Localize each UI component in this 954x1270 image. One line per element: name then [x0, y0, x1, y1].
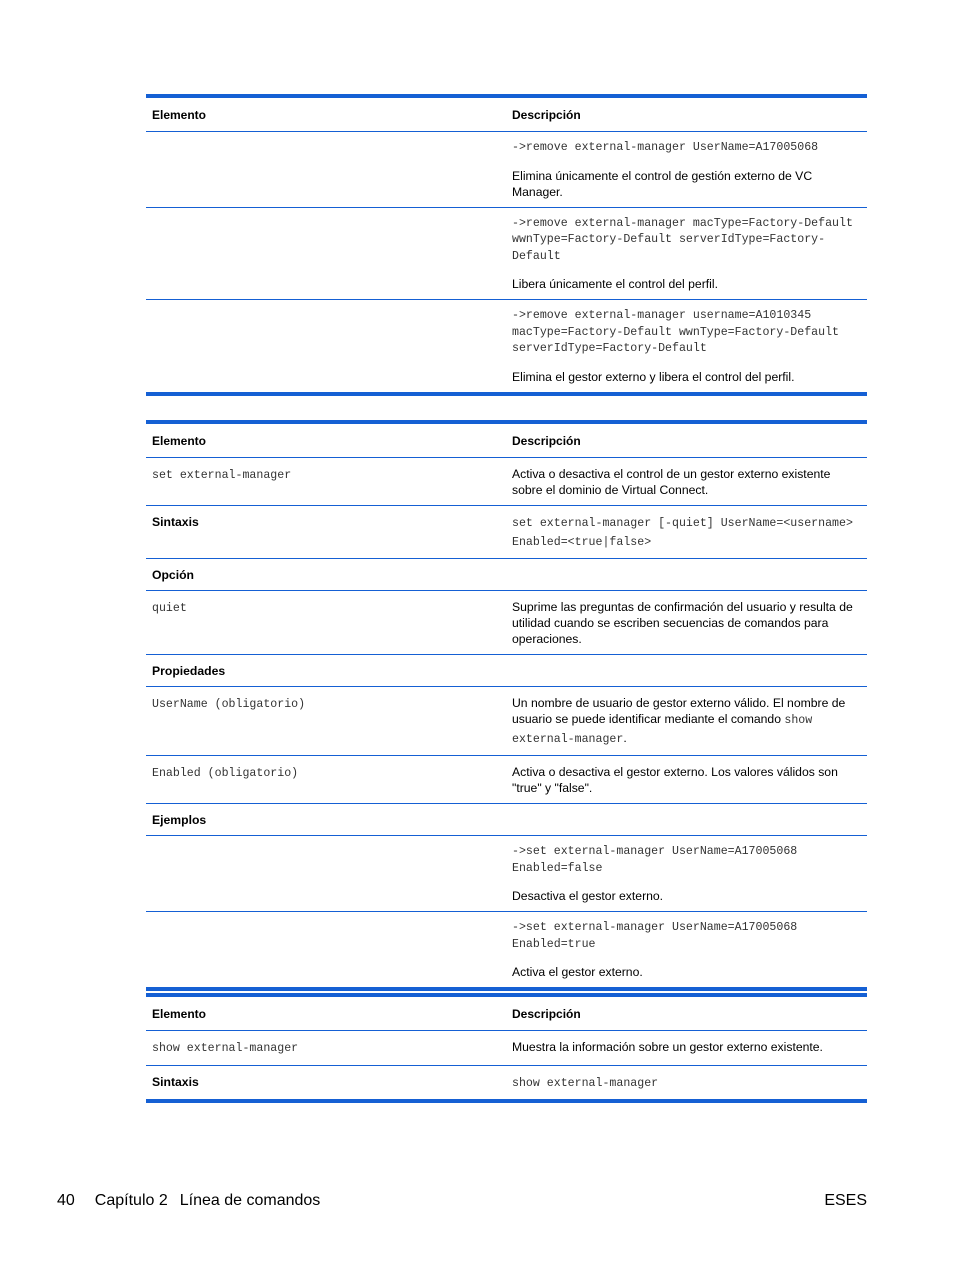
header-descripcion: Descripción — [506, 422, 867, 458]
table-remove-examples — [146, 94, 867, 396]
table-row — [146, 458, 867, 506]
page-number: 40 — [57, 1192, 75, 1209]
example-description: Libera únicamente el control del perfil. — [512, 277, 718, 291]
table-row — [146, 207, 867, 300]
command-name: show external-manager — [152, 1042, 299, 1055]
table-row — [146, 836, 867, 912]
header-elemento: Elemento — [146, 96, 506, 132]
example-command: ->remove external-manager username=A1010345 macType=Factory-Default wwnType=Factory-Default serverIdType=Factory-Default — [512, 309, 839, 355]
table-row — [146, 1065, 867, 1101]
property-name: UserName (obligatorio) — [152, 698, 306, 711]
option-description: Suprime las preguntas de confirmación del usuario y resulta de utilidad cuando se escriben secuencias de comandos para operaciones. — [506, 591, 867, 655]
header-descripcion: Descripción — [506, 96, 867, 132]
option-label: Opción — [146, 559, 506, 591]
command-name: set external-manager — [152, 469, 292, 482]
footer-locale: ESES — [824, 1192, 867, 1209]
example-command: ->remove external-manager UserName=A17005068 — [512, 141, 819, 154]
example-command: ->set external-manager UserName=A17005068 Enabled=false — [512, 845, 798, 875]
header-elemento: Elemento — [146, 422, 506, 458]
table-row — [146, 756, 867, 804]
property-description: Un nombre de usuario de gestor externo válido. El nombre de usuario se puede identificar mediante el comando show external-manager. — [506, 687, 867, 756]
example-description: Desactiva el gestor externo. — [512, 889, 664, 903]
table-header — [146, 422, 867, 458]
example-command: ->remove external-manager macType=Factory-Default wwnType=Factory-Default serverIdType=Factory-Default — [512, 216, 853, 263]
table-header — [146, 96, 867, 132]
table-row — [146, 559, 867, 591]
table-row — [146, 655, 867, 687]
table-row — [146, 132, 867, 208]
command-description: Muestra la información sobre un gestor externo existente. — [506, 1031, 867, 1066]
table-row — [146, 912, 867, 990]
table-show-external-manager — [146, 993, 867, 1103]
example-command: ->set external-manager UserName=A17005068 Enabled=true — [512, 921, 798, 951]
examples-label: Ejemplos — [146, 804, 506, 836]
inline-command: show external-manager — [512, 714, 813, 746]
syntax-value: set external-manager [-quiet] UserName=<username> Enabled=<true|false> — [512, 517, 853, 549]
example-description: Elimina únicamente el control de gestión externo de VC Manager. — [512, 168, 813, 199]
command-description: Activa o desactiva el control de un gestor externo existente sobre el dominio de Virtual Connect. — [506, 458, 867, 506]
property-description: Activa o desactiva el gestor externo. Los valores válidos son "true" y "false". — [506, 756, 867, 804]
example-description: Activa el gestor externo. — [512, 965, 643, 979]
table-row — [146, 591, 867, 655]
syntax-value: show external-manager — [512, 1076, 659, 1090]
chapter-title: Línea de comandos — [179, 1192, 321, 1209]
footer-left — [57, 1192, 320, 1210]
property-name: Enabled (obligatorio) — [152, 767, 299, 780]
table-row — [146, 687, 867, 756]
table-row — [146, 300, 867, 394]
syntax-label: Sintaxis — [146, 1065, 506, 1101]
example-description: Elimina el gestor externo y libera el control del perfil. — [512, 369, 795, 384]
option-name: quiet — [152, 602, 187, 615]
chapter-label: Capítulo 2 — [94, 1192, 168, 1209]
header-elemento: Elemento — [146, 995, 506, 1031]
table-set-external-manager — [146, 420, 867, 991]
table-row — [146, 506, 867, 559]
properties-label: Propiedades — [146, 655, 506, 687]
table-row — [146, 804, 867, 836]
table-header — [146, 995, 867, 1031]
syntax-label: Sintaxis — [146, 506, 506, 559]
table-row — [146, 1031, 867, 1066]
header-descripcion: Descripción — [506, 995, 867, 1031]
